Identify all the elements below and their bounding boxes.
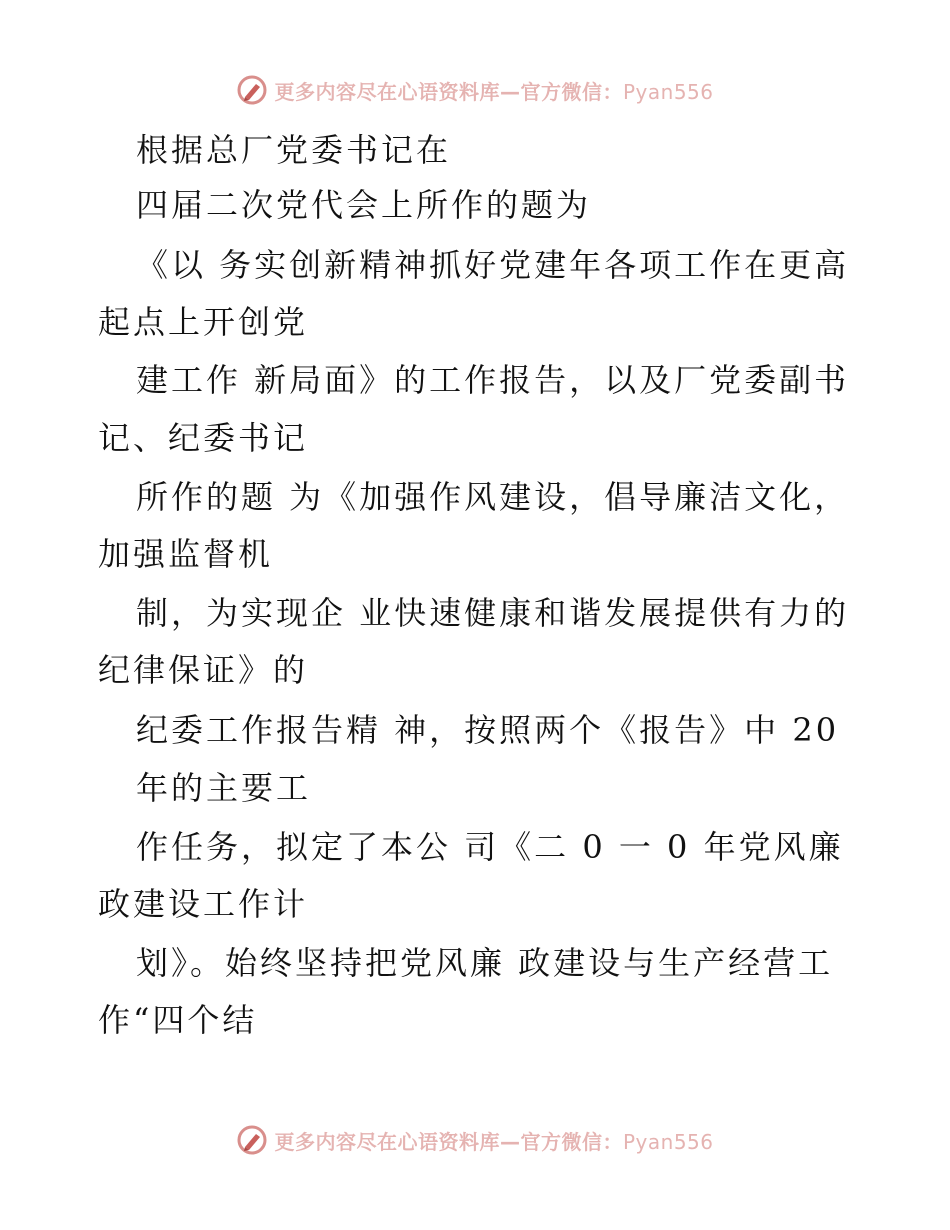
pen-logo-icon (236, 1124, 268, 1156)
paragraph-line: 作“四个结 (98, 1001, 258, 1039)
paragraph-line: 政建设工作计 (98, 885, 309, 923)
paragraph-line: 建工作 新局面》的工作报告，以及厂党委副书 (136, 361, 850, 399)
paragraph-line: 记、纪委书记 (98, 419, 309, 457)
paragraph-line: 纪律保证》的 (98, 651, 309, 689)
watermark-text: 更多内容尽在心语资料库—官方微信：Pyan556 (274, 1129, 714, 1154)
paragraph-line: 根据总厂党委书记在 (136, 131, 452, 169)
paragraph-line: 划》。始终坚持把党风廉 政建设与生产经营工 (136, 944, 834, 982)
paragraph-line: 《以 务实创新精神抓好党建年各项工作在更高 (136, 246, 850, 284)
pen-logo-icon (236, 74, 268, 106)
paragraph-line: 加强监督机 (98, 535, 274, 573)
paragraph-line: 所作的题 为《加强作风建设，倡导廉洁文化， (136, 478, 850, 516)
paragraph-line: 四届二次党代会上所作的题为 (136, 186, 592, 224)
paragraph-line: 制，为实现企 业快速健康和谐发展提供有力的 (136, 594, 850, 632)
watermark-text: 更多内容尽在心语资料库—官方微信：Pyan556 (274, 79, 714, 104)
paragraph-line: 纪委工作报告精 神，按照两个《报告》中 20 (136, 711, 840, 749)
paragraph-line: 年的主要工 (136, 769, 312, 807)
paragraph-line: 起点上开创党 (98, 303, 309, 341)
header-watermark (0, 70, 950, 110)
footer-watermark (0, 1120, 950, 1160)
paragraph-line: 作任务，拟定了本公 司《二 0 一 0 年党风廉 (136, 828, 844, 866)
